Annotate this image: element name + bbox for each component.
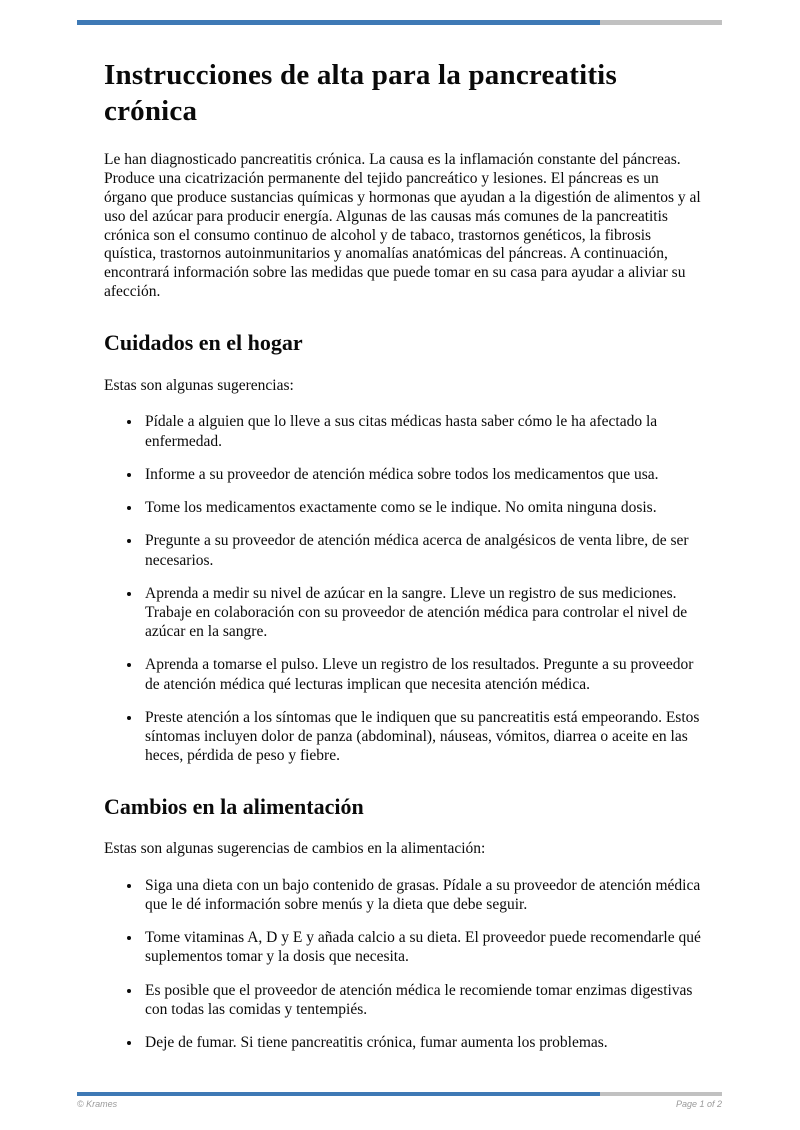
list-item: • Informe a su proveedor de atención médica sobre todos los medicamentos que usa. — [142, 465, 704, 484]
list-item: • Preste atención a los síntomas que le indiquen que su pancreatitis está empeorando. Estos síntomas incluyen dolor de panza (abdominal), náuseas, vómitos, diarrea o aceite en las heces, pérdida de peso y fiebre. — [142, 708, 704, 766]
home-care-list — [104, 412, 704, 765]
page-title: Instrucciones de alta para la pancreatitis crónica — [104, 59, 617, 127]
list-item: • Siga una dieta con un bajo contenido de grasas. Pídale a su proveedor de atención médica que le dé información sobre menús y la dieta que debe seguir. — [142, 876, 704, 914]
footer-page-number: Page 1 of 2 — [675, 1099, 722, 1109]
list-item: • Aprenda a medir su nivel de azúcar en la sangre. Lleve un registro de sus mediciones. Trabaje en colaboración con su proveedor de atención médica para controlar el nivel de azúcar en la sangre. — [142, 584, 704, 642]
footer-rule-blue-segment — [77, 1092, 600, 1096]
diet-changes-list — [104, 876, 704, 1053]
section-lead-home-care: Estas son algunas sugerencias: — [104, 376, 294, 394]
list-item: • Pregunte a su proveedor de atención médica acerca de analgésicos de venta libre, de ser necesarios. — [142, 531, 704, 569]
section-lead-diet-changes: Estas son algunas sugerencias de cambios en la alimentación: — [104, 839, 486, 857]
section-heading-home-care: Cuidados en el hogar — [104, 330, 303, 356]
list-item: • Aprenda a tomarse el pulso. Lleve un registro de los resultados. Pregunte a su proveedor de atención médica qué lecturas implican que necesita atención médica. — [142, 655, 704, 693]
list-item: • Pídale a alguien que lo lleve a sus citas médicas hasta saber cómo le ha afectado la enfermedad. — [142, 412, 704, 450]
document-body — [104, 25, 704, 1052]
list-item: • Es posible que el proveedor de atención médica le recomiende tomar enzimas digestivas con todas las comidas y tentempiés. — [142, 981, 704, 1019]
footer-rule-gray-segment — [600, 1092, 722, 1096]
section-heading-diet-changes: Cambios en la alimentación — [104, 793, 364, 819]
list-item: • Deje de fumar. Si tiene pancreatitis crónica, fumar aumenta los problemas. — [142, 1033, 704, 1052]
footer-copyright: © Krames — [77, 1099, 118, 1109]
list-item: • Tome vitaminas A, D y E y añada calcio a su dieta. El proveedor puede recomendarle qué suplementos tomar y la dosis que necesita. — [142, 928, 704, 966]
intro-paragraph: Le han diagnosticado pancreatitis crónica. La causa es la inflamación constante del páncreas. Produce una cicatrización permanente del tejido pancreático y lesiones. El páncreas es un órgano que produce sustancias químicas y hormonas que ayudan a la digestión de alimentos y al uso del azúcar para producir energía. Algunas de las causas más comunes de la pancreatitis crónica son el consumo continuo de alcohol y de tabaco, trastornos genéticos, la fibrosis quística, trastornos autoinmunitarios y anomalías anatómicas del páncreas. A continuación, encontrará información sobre las medidas que puede tomar en su casa para ayudar a aliviar su afección. — [104, 150, 701, 301]
list-item: • Tome los medicamentos exactamente como se le indique. No omita ninguna dosis. — [142, 498, 704, 517]
page-footer — [77, 1099, 722, 1109]
footer-rule — [77, 1092, 722, 1096]
